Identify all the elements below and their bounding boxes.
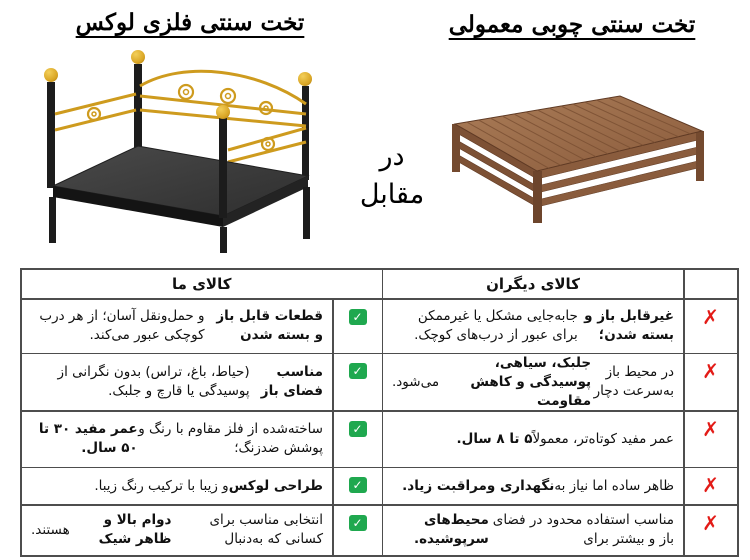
others-cell-row2: در محیط باز به‌سرعت دچار جلبک، سیاهی، پوسیدگی و کاهش مقاومت می‌شود.: [383, 354, 683, 410]
header-empty: [685, 270, 737, 298]
check-icon: ✓: [349, 421, 367, 437]
check-icon: ✓: [349, 363, 367, 379]
check-cell-row4: [334, 468, 382, 504]
others-cell-row4: ظاهر ساده اما نیاز به نگهداری ومراقبت زیاد.: [383, 468, 683, 504]
title-metal-bed: تخت سنتی فلزی لوکس: [75, 9, 305, 36]
check-cell-row5: [334, 506, 382, 555]
comparison-table: [20, 268, 739, 557]
others-cell-row1: غیرقابل باز و بسته شدن؛ جابه‌جایی مشکل یا غیرممکن برای عبور از درب‌های کوچک.: [383, 300, 683, 353]
cross-cell-row3: [685, 412, 737, 467]
cross-cell-row4: [685, 468, 737, 504]
versus-line1: در: [379, 141, 405, 172]
metal-bed-image: [16, 48, 356, 256]
title-wooden-bed: تخت سنتی چوبی معمولی: [448, 11, 696, 38]
ours-cell-row1: قطعات قابل باز و بسته شدن و حمل‌ونقل آسان؛ از هر درب کوچکی عبور می‌کند.: [22, 300, 332, 353]
ours-cell-row3: ساخته‌شده از فلز مقاوم با رنگ و پوشش ضدزنگ؛ عمر مفید ۳۰ تا ۵۰ سال.: [22, 412, 332, 467]
header-others: کالای دیگران: [383, 270, 683, 298]
cross-cell-row1: [685, 300, 737, 353]
versus-line2: مقابل: [359, 179, 425, 210]
check-icon: ✓: [349, 477, 367, 493]
cross-icon: ✗: [702, 416, 719, 441]
header-ours: کالای ما: [22, 270, 382, 298]
ours-cell-row5: انتخابی مناسب برای کسانی که به‌دنبال دوام بالا و ظاهر شیک هستند.: [22, 506, 332, 555]
check-cell-row3: [334, 412, 382, 467]
others-cell-row5: مناسب استفاده محدود در فضای باز و بیشتر برای محیط‌های سرپوشیده.: [383, 506, 683, 555]
check-cell-row1: [334, 300, 382, 353]
ours-cell-row2: مناسب فضای باز (حیاط، باغ، تراس) بدون نگرانی از پوسیدگی یا قارچ و جلبک.: [22, 354, 332, 410]
cross-cell-row2: [685, 354, 737, 410]
cross-icon: ✗: [702, 359, 719, 383]
wooden-bed-image: [420, 76, 740, 241]
check-cell-row2: [334, 354, 382, 410]
others-cell-row3: عمر مفید کوتاه‌تر، معمولاً ۵ تا ۸ سال.: [383, 412, 683, 467]
cross-icon: ✗: [702, 510, 719, 535]
ours-cell-row4: طراحی لوکس و زیبا با ترکیب رنگ زیبا.: [22, 468, 332, 504]
cross-cell-row5: [685, 506, 737, 555]
check-icon: ✓: [349, 515, 367, 531]
cross-icon: ✗: [702, 473, 719, 497]
check-icon: ✓: [349, 309, 367, 325]
cross-icon: ✗: [702, 304, 719, 329]
